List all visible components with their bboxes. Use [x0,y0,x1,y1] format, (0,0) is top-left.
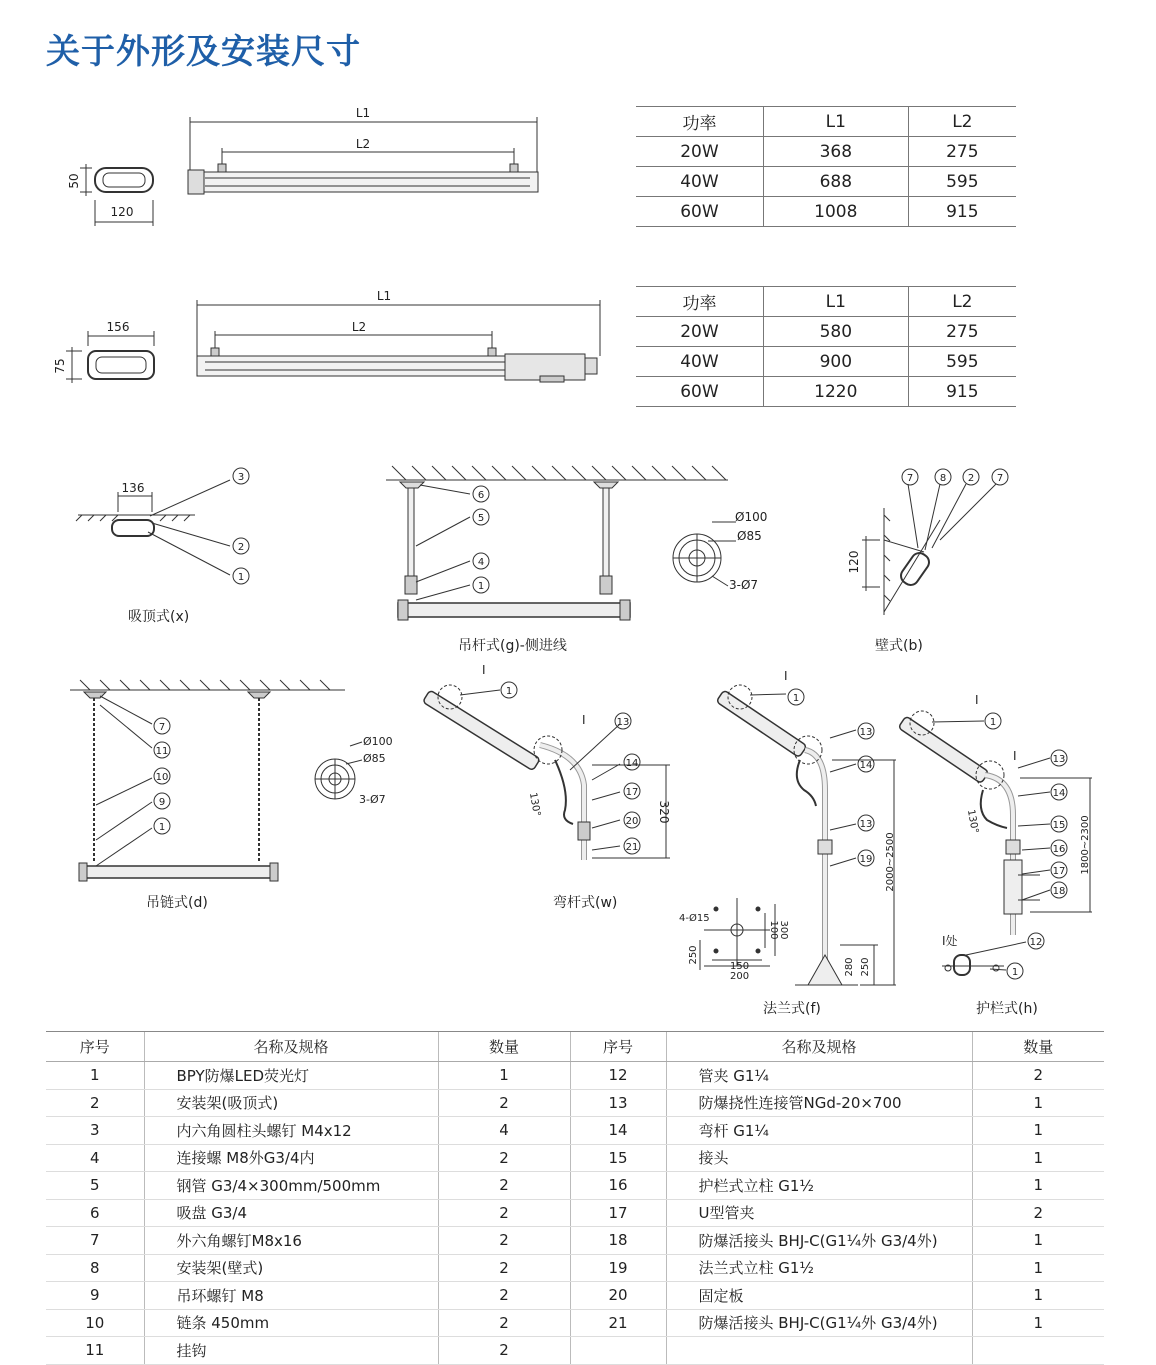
part-name: BPY防爆LED荧光灯 [144,1062,438,1090]
svg-text:2: 2 [237,542,245,553]
flange-plate-1 [673,522,736,586]
table-row [46,1199,1104,1227]
diagram-pendant-rod [386,466,728,620]
dim-136: 136 [121,481,145,495]
spec-cell: 40W [636,167,763,197]
caption-wall: 壁式(b) [875,638,923,654]
svg-text:14: 14 [625,758,639,769]
svg-text:7: 7 [158,722,166,733]
header-name-1: 名称及规格 [144,1032,438,1062]
part-no: 11 [46,1337,144,1365]
svg-text:17: 17 [625,787,639,798]
angle-130-h: 130° [964,808,980,835]
part-qty: 2 [438,1254,570,1282]
part-name: 护栏式立柱 G1½ [666,1172,972,1200]
part-name: 吊环螺钉 M8 [144,1282,438,1310]
part-no: 8 [46,1254,144,1282]
spec-cell: 900 [763,347,908,377]
spec-cell: 915 [908,377,1016,407]
table-row [46,1227,1104,1255]
caption-guardrail: 护栏式(h) [976,1001,1038,1017]
svg-text:1: 1 [477,581,485,592]
part-no: 21 [570,1309,666,1337]
svg-text:13: 13 [1052,754,1066,765]
svg-text:13: 13 [859,727,873,738]
part-no: 17 [570,1199,666,1227]
diagram-chain-mount [70,680,345,881]
dim-250: 250 [860,957,871,977]
svg-text:13: 13 [616,717,630,728]
part-no: 20 [570,1282,666,1310]
part-name: 接头 [666,1144,972,1172]
holes-a: 3-Ø7 [729,578,759,592]
table-row [46,1089,1104,1117]
page-title: 关于外形及安装尺寸 [46,32,361,72]
svg-text:1: 1 [989,717,997,728]
header-qty-1: 数量 [438,1032,570,1062]
part-name: 连接螺 M8外G3/4内 [144,1144,438,1172]
part-qty: 1 [972,1089,1104,1117]
svg-text:4: 4 [477,557,485,568]
header-name-2: 名称及规格 [666,1032,972,1062]
h-range-h: 1800~2300 [1080,815,1091,875]
fixture-2-section [66,331,154,383]
dia100-a: Ø100 [735,510,768,524]
spec-cell: 275 [908,137,1016,167]
dia85-a: Ø85 [737,529,762,543]
header-no-2: 序号 [570,1032,666,1062]
svg-text:1: 1 [505,686,513,697]
part-name: 防爆活接头 BHJ-C(G1¼外 G3/4外) [666,1227,972,1255]
dim-320: 320 [657,800,671,824]
fixture-1-long [188,117,538,194]
spec-cell: L1 [763,287,908,317]
spec-cell: 功率 [636,287,763,317]
part-name: 内六角圆柱头螺钉 M4x12 [144,1117,438,1145]
svg-text:7: 7 [906,473,914,484]
part-no: 6 [46,1199,144,1227]
parts-table [46,1031,1104,1365]
part-qty: 1 [972,1227,1104,1255]
part-name: 钢管 G3/4×300mm/500mm [144,1172,438,1200]
dim-75: 75 [53,358,67,374]
part-name: 吸盘 G3/4 [144,1199,438,1227]
caption-flange-pole: 法兰式(f) [763,1001,821,1017]
dim-300: 300 [778,920,789,940]
svg-text:9: 9 [158,797,166,808]
svg-text:14: 14 [859,760,873,771]
diagram-bent-pole [423,682,670,860]
part-name: 安装架(吸顶式) [144,1089,438,1117]
part-qty: 1 [972,1282,1104,1310]
spec-cell: 595 [908,167,1016,197]
spec-cell: L2 [908,107,1016,137]
header-qty-2: 数量 [972,1032,1104,1062]
part-qty: 1 [972,1144,1104,1172]
part-qty: 2 [972,1062,1104,1090]
caption-pendant-rod: 吊杆式(g)-侧进线 [458,638,567,654]
part-no: 3 [46,1117,144,1145]
table-row [46,1309,1104,1337]
mark-i-f: I [784,669,788,683]
dim-156: 156 [106,320,130,334]
part-qty: 2 [438,1199,570,1227]
dia85-b: Ø85 [363,752,386,765]
table-row [46,1282,1104,1310]
spec-cell: 20W [636,317,763,347]
label-l2-a: L2 [355,137,371,151]
spec-cell: 20W [636,137,763,167]
label-l2-b: L2 [351,320,367,334]
dim-120: 120 [110,205,134,219]
part-name: 挂钩 [144,1337,438,1365]
angle-130-w: 130° [526,791,542,818]
diagram-wall-mount [862,469,1008,615]
part-qty: 4 [438,1117,570,1145]
flange-plate-2 [315,742,362,799]
dim-280: 280 [844,957,855,977]
spec-cell: 688 [763,167,908,197]
i-detail-label: I处 [942,934,958,948]
part-qty: 2 [438,1227,570,1255]
spec-cell: 580 [763,317,908,347]
part-qty: 2 [438,1309,570,1337]
mark-i-w1: I [482,663,486,677]
dim-250-v: 250 [688,945,699,965]
header-no-1: 序号 [46,1032,144,1062]
dim-50: 50 [67,173,81,189]
part-name: 管夹 G1¼ [666,1062,972,1090]
svg-text:8: 8 [939,473,947,484]
svg-text:13: 13 [859,819,873,830]
caption-bent-pole: 弯杆式(w) [553,895,618,911]
caption-ceiling: 吸顶式(x) [128,609,190,625]
svg-text:17: 17 [1052,866,1066,877]
part-name: U型管夹 [666,1199,972,1227]
holes-b: 3-Ø7 [359,793,386,806]
part-name: 弯杆 G1¼ [666,1117,972,1145]
spec-cell: 60W [636,377,763,407]
label-l1-b: L1 [376,289,392,303]
part-no: 5 [46,1172,144,1200]
spec-cell: 275 [908,317,1016,347]
spec-cell: 功率 [636,107,763,137]
part-no: 1 [46,1062,144,1090]
part-qty: 2 [438,1172,570,1200]
part-qty: 1 [972,1117,1104,1145]
svg-text:11: 11 [155,746,169,757]
part-qty: 2 [438,1337,570,1365]
part-name: 固定板 [666,1282,972,1310]
svg-text:2: 2 [967,473,975,484]
svg-text:1: 1 [792,693,800,704]
svg-text:16: 16 [1052,844,1066,855]
part-no: 13 [570,1089,666,1117]
part-no: 19 [570,1254,666,1282]
svg-text:21: 21 [625,842,639,853]
mark-i-h2: I [1013,749,1017,763]
svg-text:10: 10 [155,772,169,783]
part-qty: 2 [438,1282,570,1310]
part-no: 2 [46,1089,144,1117]
dia100-b: Ø100 [363,735,393,748]
dim-200: 200 [730,971,750,982]
svg-text:6: 6 [477,490,485,501]
part-no: 9 [46,1282,144,1310]
spec-cell: 595 [908,347,1016,377]
h-range-f: 2000~2500 [885,832,896,892]
table-row [46,1254,1104,1282]
part-no: 15 [570,1144,666,1172]
spec-cell: L1 [763,107,908,137]
spec-cell: 40W [636,347,763,377]
part-name: 防爆活接头 BHJ-C(G1¼外 G3/4外) [666,1309,972,1337]
part-qty: 2 [972,1199,1104,1227]
spec-cell: 368 [763,137,908,167]
part-name: 防爆挠性连接管NGd-20×700 [666,1089,972,1117]
part-qty: 1 [972,1254,1104,1282]
table-row [46,1117,1104,1145]
svg-text:15: 15 [1052,820,1066,831]
mark-i-h1: I [975,693,979,707]
spec-cell: 915 [908,197,1016,227]
fixture-2-long [197,300,600,382]
svg-text:1: 1 [1011,967,1019,978]
svg-text:5: 5 [477,513,485,524]
dim-120b: 120 [847,550,861,574]
part-no: 7 [46,1227,144,1255]
svg-text:12: 12 [1029,937,1043,948]
svg-text:1: 1 [237,572,245,583]
part-qty: 1 [972,1309,1104,1337]
table-row [46,1062,1104,1090]
dim-100: 100 [768,920,779,940]
holes-4: 4-Ø15 [679,913,710,924]
part-name: 外六角螺钉M8x16 [144,1227,438,1255]
part-qty: 2 [438,1089,570,1117]
svg-text:19: 19 [859,854,873,865]
svg-text:20: 20 [625,816,639,827]
svg-text:1: 1 [158,822,166,833]
spec-cell: 1008 [763,197,908,227]
part-no: 18 [570,1227,666,1255]
part-name: 链条 450mm [144,1309,438,1337]
part-qty: 1 [438,1062,570,1090]
spec-cell: 60W [636,197,763,227]
spec-cell: 1220 [763,377,908,407]
svg-text:7: 7 [996,473,1004,484]
spec-cell: L2 [908,287,1016,317]
svg-text:18: 18 [1052,886,1066,897]
part-no: 12 [570,1062,666,1090]
mark-i-w2: I [582,713,586,727]
dim-150: 150 [730,961,750,972]
svg-text:14: 14 [1052,788,1066,799]
part-qty: 1 [972,1172,1104,1200]
part-no: 14 [570,1117,666,1145]
caption-chain: 吊链式(d) [146,895,208,911]
svg-text:3: 3 [237,472,245,483]
part-no: 16 [570,1172,666,1200]
table-row [46,1144,1104,1172]
part-name: 安装架(壁式) [144,1254,438,1282]
table-row [46,1172,1104,1200]
part-name: 法兰式立柱 G1½ [666,1254,972,1282]
part-no: 4 [46,1144,144,1172]
diagram-ceiling-mount [76,468,249,584]
part-no: 10 [46,1309,144,1337]
label-l1-a: L1 [355,106,371,120]
part-qty: 2 [438,1144,570,1172]
